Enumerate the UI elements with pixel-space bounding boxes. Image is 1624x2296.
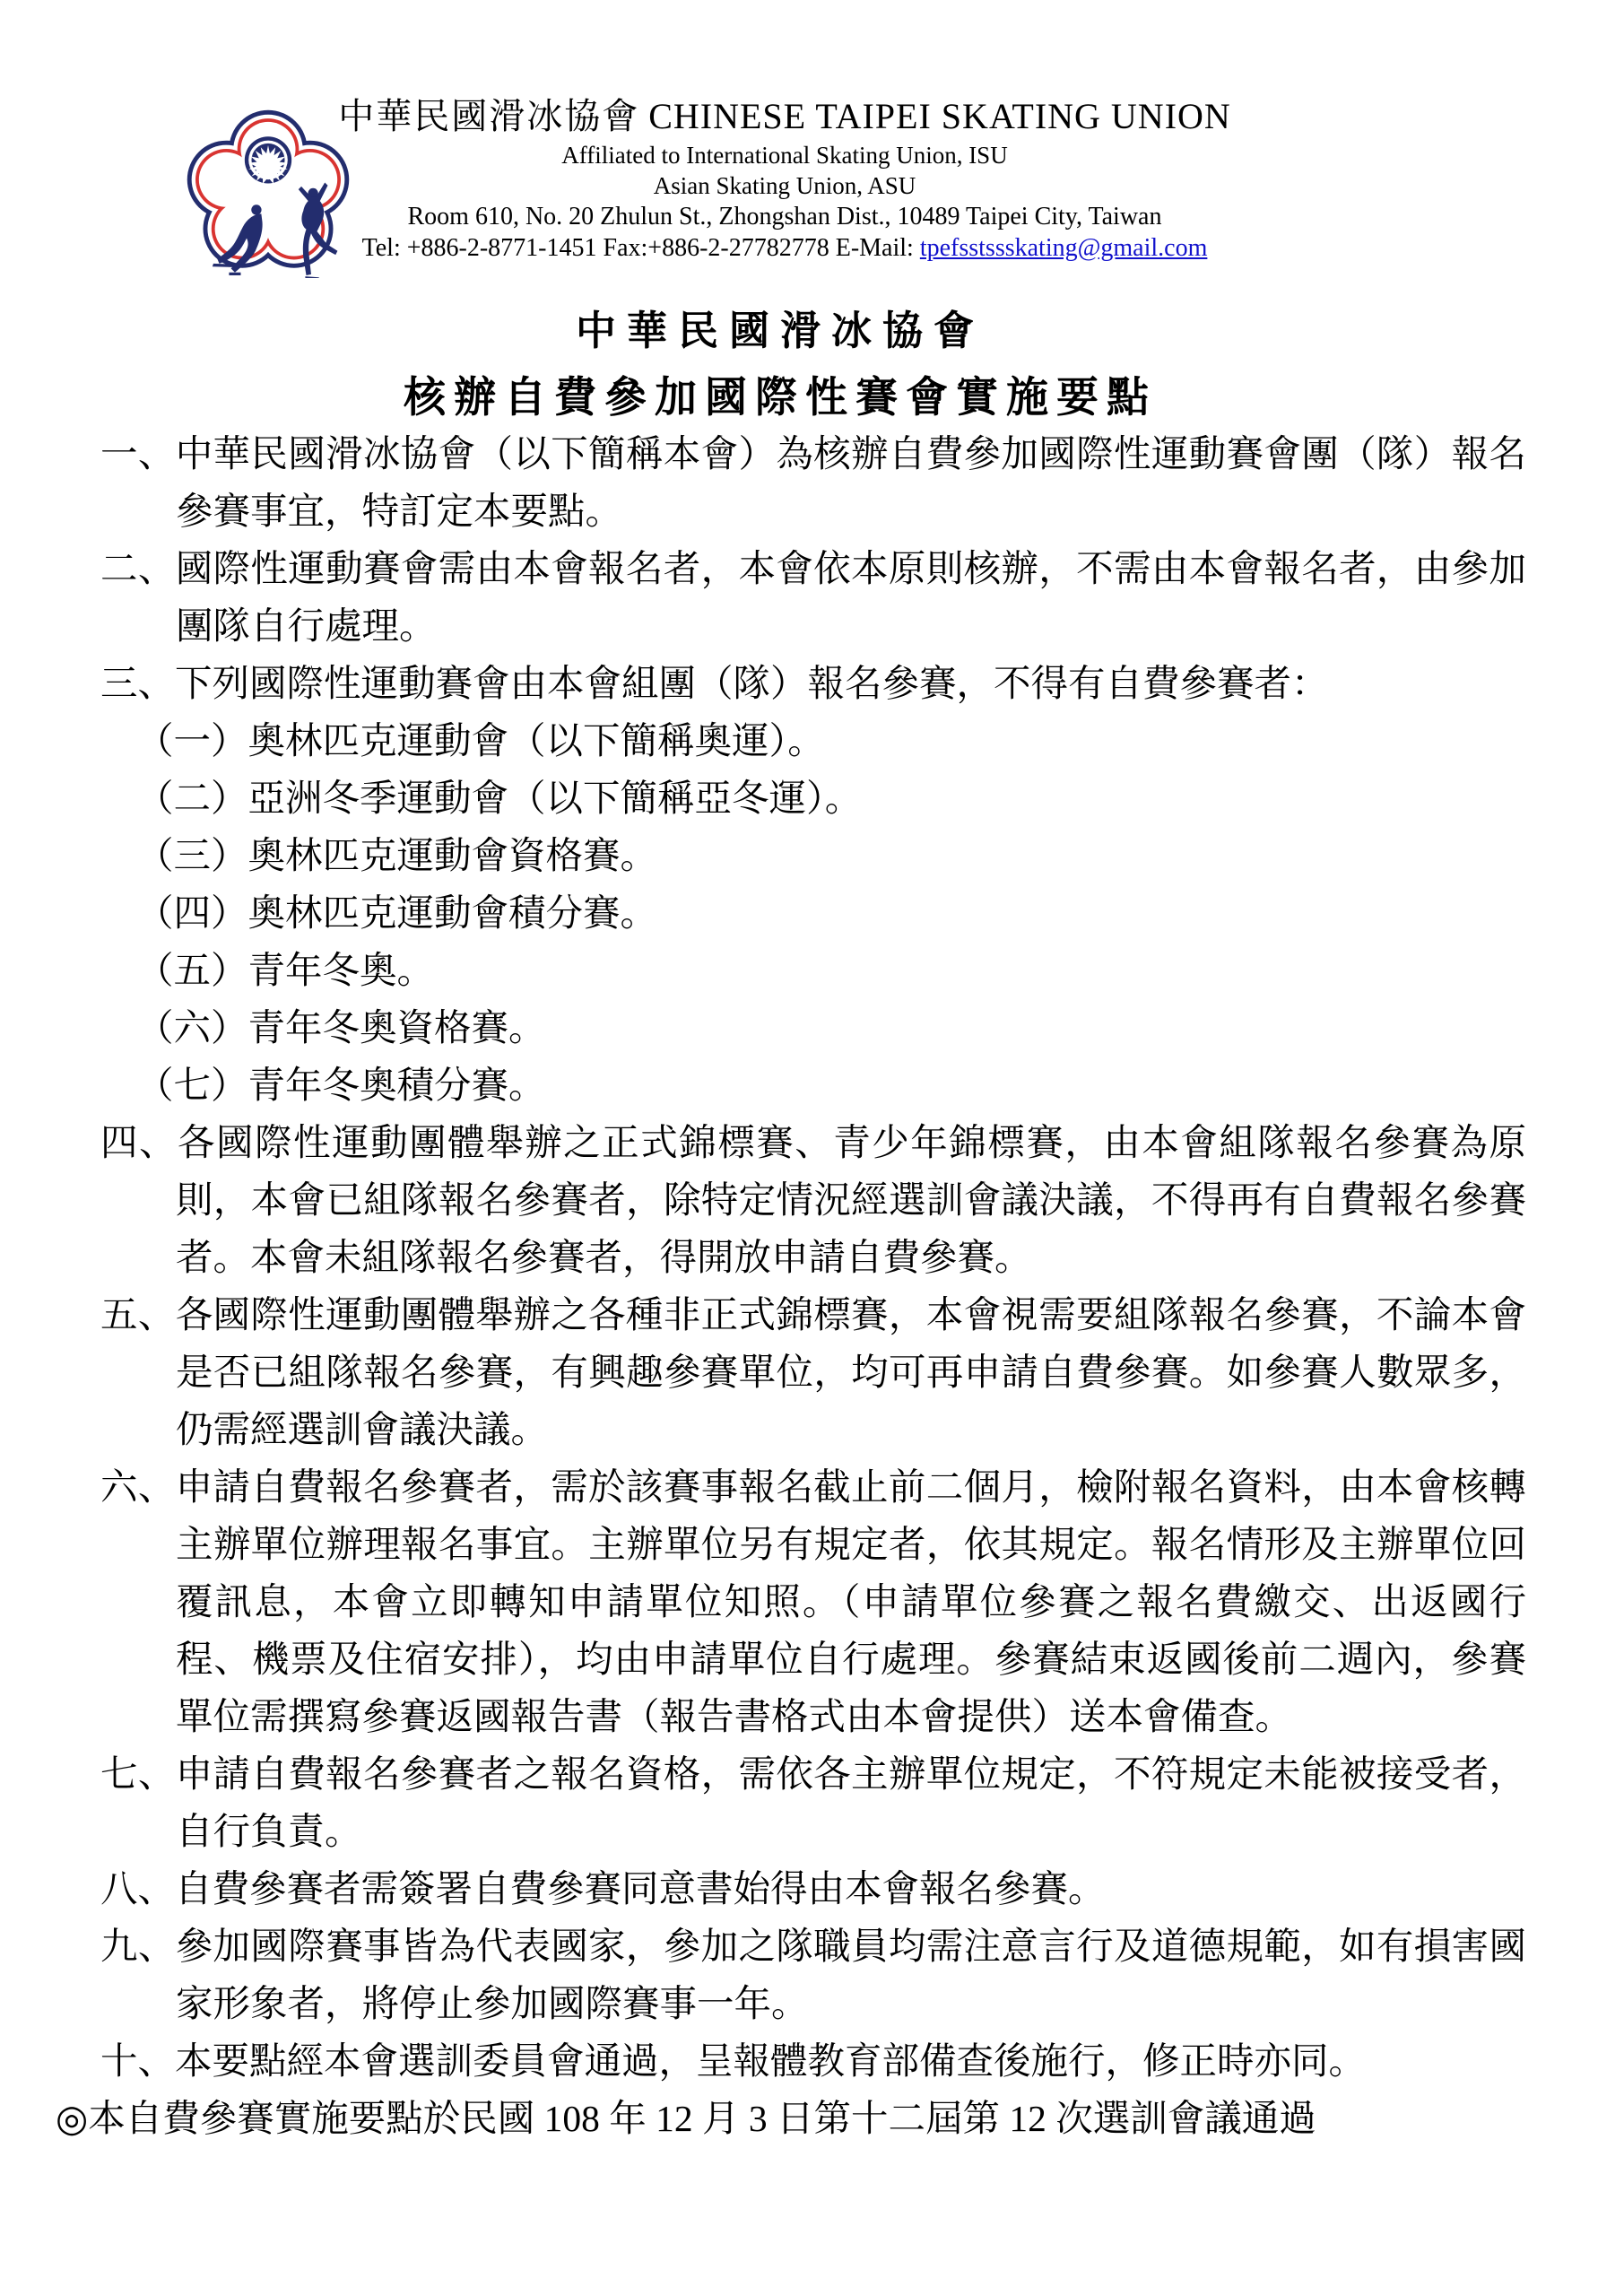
clause-4 bbox=[100, 1114, 1526, 1286]
subclause-text: 奧林匹克運動會（以下簡稱奧運）。 bbox=[248, 720, 825, 761]
affiliation-asu: Asian Skating Union, ASU bbox=[653, 172, 916, 199]
clause-7 bbox=[100, 1745, 1526, 1860]
affiliation-isu: Affiliated to International Skating Union, ISU bbox=[561, 142, 1008, 169]
clause-number: 六、 bbox=[100, 1466, 176, 1508]
clause-number: 五、 bbox=[100, 1294, 176, 1335]
subclause-3 bbox=[100, 827, 1526, 884]
document-body bbox=[56, 425, 1526, 2147]
subclause-number: （七） bbox=[136, 1065, 248, 1106]
subclause-number: （六） bbox=[136, 1007, 248, 1048]
subclause-number: （一） bbox=[136, 720, 248, 761]
clause-text: 本要點經本會選訓委員會通過，呈報體教育部備查後施行，修正時亦同。 bbox=[175, 2040, 1367, 2082]
subclause-1 bbox=[100, 712, 1526, 770]
clause-text: 中華民國滑冰協會（以下簡稱本會）為核辦自費參加國際性運動賽會團（隊）報名參賽事宜，特訂定本要點。 bbox=[175, 433, 1526, 532]
subclause-number: （二） bbox=[136, 778, 248, 819]
clause-8 bbox=[100, 1860, 1526, 1918]
clause-1 bbox=[100, 425, 1526, 540]
clause-9 bbox=[100, 1918, 1526, 2032]
org-name-zh: 中華民國滑冰協會 bbox=[338, 96, 640, 136]
subclause-text: 奧林匹克運動會積分賽。 bbox=[248, 892, 658, 934]
clause-number: 一、 bbox=[100, 433, 176, 474]
clause-2 bbox=[100, 540, 1526, 655]
clause-6 bbox=[100, 1458, 1526, 1745]
clause-number: 九、 bbox=[100, 1926, 176, 1967]
subclause-text: 青年冬奧積分賽。 bbox=[248, 1065, 546, 1106]
clause-number: 七、 bbox=[100, 1753, 176, 1795]
approval-note: ◎本自費參賽實施要點於民國 108 年 12 月 3 日第十二屆第 12 次選訓會議通過 bbox=[56, 2098, 1316, 2139]
clause-5 bbox=[100, 1286, 1526, 1458]
clause-text: 申請自費報名參賽者之報名資格，需依各主辦單位規定，不符規定未能被接受者，自行負責。 bbox=[175, 1753, 1526, 1852]
subclause-text: 青年冬奧資格賽。 bbox=[248, 1007, 546, 1048]
clause-text: 自費參賽者需簽署自費參賽同意書始得由本會報名參賽。 bbox=[175, 1868, 1106, 1909]
subclause-2 bbox=[100, 770, 1526, 827]
subclause-number: （三） bbox=[136, 835, 248, 876]
clause-number: 十、 bbox=[100, 2040, 176, 2082]
clause-text: 國際性運動賽會需由本會報名者，本會依本原則核辦，不需由本會報名者，由參加團隊自行處理。 bbox=[175, 548, 1526, 647]
clause-text: 各國際性運動團體舉辦之正式錦標賽、青少年錦標賽，由本會組隊報名參賽為原則，本會已組隊報名參賽者，除特定情況經選訓會議決議，不得再有自費報名參賽者。本會未組隊報名參賽者，得開放申請自費參賽。 bbox=[176, 1122, 1526, 1278]
clause-text: 各國際性運動團體舉辦之各種非正式錦標賽，本會視需要組隊報名參賽，不論本會是否已組隊報名參賽，有興趣參賽單位，均可再申請自費參賽。如參賽人數眾多，仍需經選訓會議決議。 bbox=[175, 1294, 1526, 1450]
document-title-org: 中華民國滑冰協會 bbox=[575, 309, 985, 353]
clause-number: 二、 bbox=[100, 548, 176, 589]
subclause-7 bbox=[100, 1057, 1526, 1114]
clause-number: 八、 bbox=[100, 1868, 176, 1909]
contact-line bbox=[224, 232, 1345, 264]
letterhead bbox=[224, 93, 1345, 264]
subclause-text: 亞洲冬季運動會（以下簡稱亞冬運）。 bbox=[248, 778, 863, 819]
subclause-5 bbox=[100, 942, 1526, 999]
subclause-4 bbox=[100, 884, 1526, 942]
address-line: Room 610, No. 20 Zhulun St., Zhongshan Dist., 10489 Taipei City, Taiwan bbox=[407, 203, 1162, 230]
clause-text: 參加國際賽事皆為代表國家，參加之隊職員均需注意言行及道德規範，如有損害國家形象者，將停止參加國際賽事一年。 bbox=[175, 1926, 1526, 2024]
org-name-en: CHINESE TAIPEI SKATING UNION bbox=[648, 96, 1231, 136]
clause-text: 申請自費報名參賽者，需於該賽事報名截止前二個月，檢附報名資料，由本會核轉主辦單位辦理報名事宜。主辦單位另有規定者，依其規定。報名情形及主辦單位回覆訊息，本會立即轉知申請單位知照。（申請單位參賽之報名費繳交、出返國行程、機票及住宿安排），均由申請單位自行處理。參賽結束返國後前二週內，參賽單位需撰寫參賽返國報告書（報告書格式由本會提供）送本會備查。 bbox=[175, 1466, 1526, 1737]
org-name-line bbox=[224, 93, 1345, 140]
tel-fax-text: Tel: +886-2-8771-1451 Fax:+886-2-27782778 E-Mail: bbox=[361, 234, 920, 262]
document-title-main: 核辦自費參加國際性賽會實施要點 bbox=[404, 375, 1157, 422]
clause-number: 四、 bbox=[100, 1122, 178, 1163]
clause-number: 三、 bbox=[100, 663, 176, 704]
subclause-number: （五） bbox=[136, 950, 248, 991]
subclause-6 bbox=[100, 999, 1526, 1057]
subclause-number: （四） bbox=[136, 892, 248, 934]
email-link[interactable]: tpefsstssskating@gmail.com bbox=[919, 234, 1208, 262]
clause-3 bbox=[100, 655, 1526, 712]
subclause-text: 青年冬奧。 bbox=[248, 950, 435, 991]
clause-10 bbox=[100, 2032, 1526, 2090]
subclause-text: 奧林匹克運動會資格賽。 bbox=[248, 835, 658, 876]
clause-text: 下列國際性運動賽會由本會組團（隊）報名參賽，不得有自費參賽者： bbox=[175, 663, 1329, 704]
